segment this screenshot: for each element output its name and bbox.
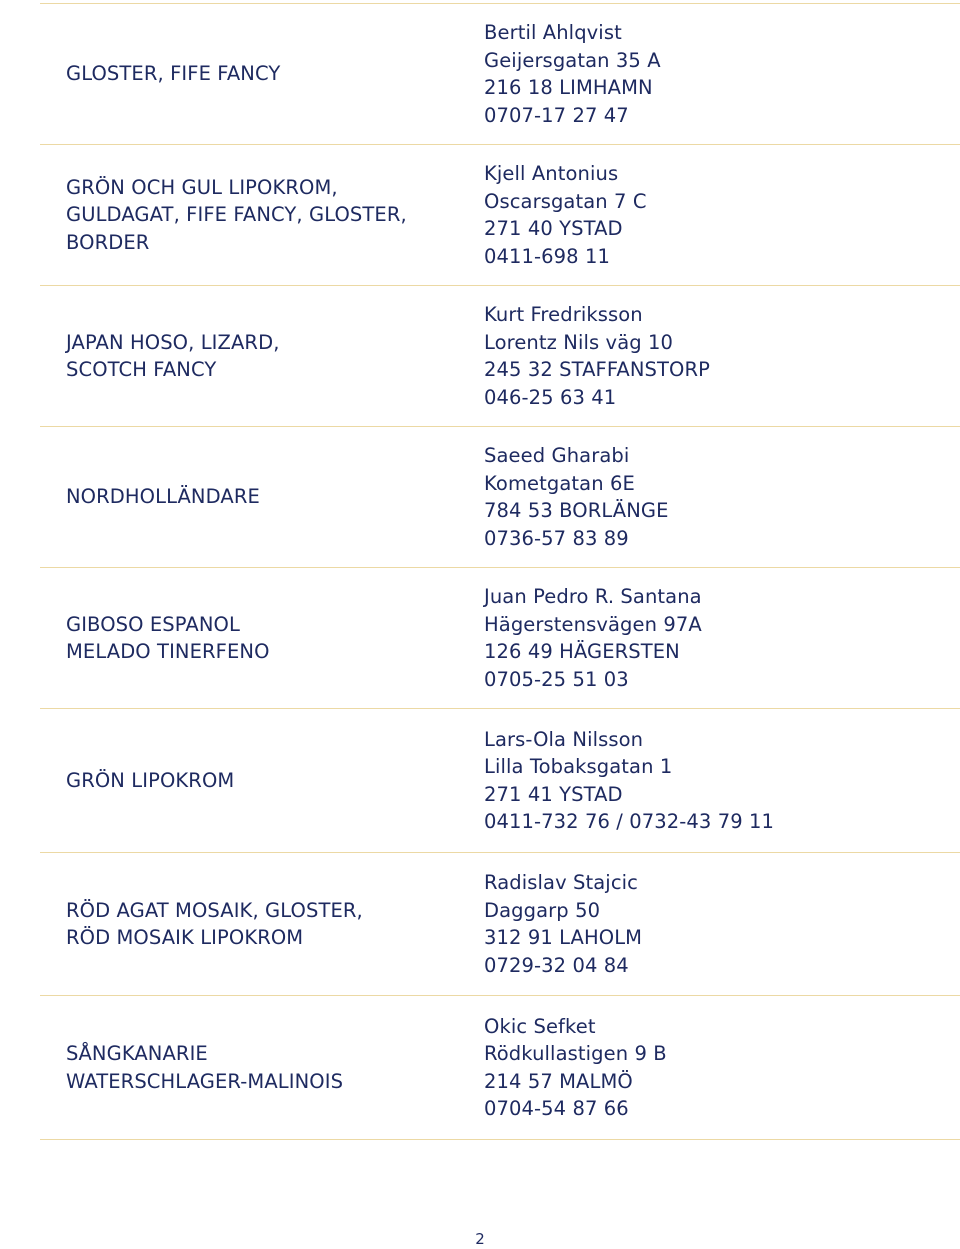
- breed-line: JAPAN HOSO, LIZARD,: [66, 330, 280, 354]
- contact-name: Radislav Stajcic: [484, 871, 638, 894]
- breed-line: GIBOSO ESPANOL: [66, 612, 240, 636]
- contact-street: Oscarsgatan 7 C: [484, 189, 647, 213]
- contact-cell: [484, 709, 774, 852]
- breed-cell: [66, 709, 466, 852]
- contact-street: Hägerstensvägen 97A: [484, 612, 702, 636]
- contact-street: Daggarp 50: [484, 898, 601, 922]
- contact-cell: [484, 427, 669, 567]
- contact-cell: [484, 4, 661, 144]
- breeder-directory: [40, 3, 960, 1140]
- directory-row: [40, 996, 960, 1140]
- contact-name: Bertil Ahlqvist: [484, 21, 622, 44]
- contact-phone: 0705-25 51 03: [484, 667, 629, 691]
- directory-row: [40, 145, 960, 286]
- breed-cell: [66, 853, 466, 995]
- breed-line: GRÖN OCH GUL LIPOKROM,: [66, 175, 338, 199]
- contact-phone: 0411-698 11: [484, 244, 610, 268]
- breed-cell: [66, 427, 466, 567]
- contact-street: Geijersgatan 35 A: [484, 48, 661, 72]
- contact-cell: [484, 286, 710, 426]
- contact-city: 216 18 LIMHAMN: [484, 76, 653, 99]
- contact-phone: 0411-732 76 / 0732-43 79 11: [484, 810, 775, 833]
- contact-city: 214 57 MALMÖ: [484, 1069, 633, 1093]
- contact-city: 784 53 BORLÄNGE: [484, 499, 669, 522]
- breed-line: BORDER: [66, 230, 150, 254]
- contact-cell: [484, 996, 667, 1139]
- breed-line: GRÖN LIPOKROM: [66, 768, 235, 792]
- breed-cell: [66, 145, 466, 285]
- contact-street: Lorentz Nils väg 10: [484, 330, 674, 354]
- breed-line: GLOSTER, FIFE FANCY: [66, 62, 281, 86]
- directory-row: [40, 427, 960, 568]
- breed-cell: [66, 996, 466, 1139]
- breed-cell: [66, 4, 466, 144]
- contact-cell: [484, 853, 642, 995]
- contact-cell: [484, 145, 647, 285]
- contact-phone: 0736-57 83 89: [484, 526, 629, 550]
- contact-name: Kurt Fredriksson: [484, 303, 643, 326]
- breed-line: RÖD MOSAIK LIPOKROM: [66, 926, 304, 949]
- contact-name: Juan Pedro R. Santana: [484, 585, 702, 608]
- contact-name: Okic Sefket: [484, 1014, 596, 1038]
- contact-cell: [484, 568, 702, 708]
- contact-city: 126 49 HÄGERSTEN: [484, 640, 680, 663]
- contact-city: 245 32 STAFFANSTORP: [484, 358, 710, 381]
- directory-row: [40, 853, 960, 996]
- contact-name: Lars-Ola Nilsson: [484, 727, 644, 751]
- contact-name: Saeed Gharabi: [484, 444, 630, 467]
- directory-row: [40, 568, 960, 709]
- contact-name: Kjell Antonius: [484, 162, 619, 185]
- breed-line: NORDHOLLÄNDARE: [66, 485, 260, 509]
- breed-line: MELADO TINERFENO: [66, 640, 270, 663]
- breed-line: GULDAGAT, FIFE FANCY, GLOSTER,: [66, 203, 407, 227]
- directory-row: [40, 3, 960, 145]
- contact-street: Rödkullastigen 9 B: [484, 1042, 667, 1065]
- contact-street: Lilla Tobaksgatan 1: [484, 755, 673, 778]
- contact-phone: 0707-17 27 47: [484, 103, 629, 127]
- page-number: 2: [475, 1230, 485, 1248]
- breed-cell: [66, 568, 466, 708]
- breed-line: SÅNGKANARIE: [66, 1042, 208, 1065]
- directory-row: [40, 709, 960, 853]
- contact-city: 271 41 YSTAD: [484, 782, 623, 806]
- breed-line: WATERSCHLAGER-MALINOIS: [66, 1069, 344, 1093]
- breed-line: SCOTCH FANCY: [66, 358, 217, 381]
- breed-cell: [66, 286, 466, 426]
- contact-city: 312 91 LAHOLM: [484, 926, 643, 949]
- contact-street: Kometgatan 6E: [484, 471, 635, 495]
- breed-line: RÖD AGAT MOSAIK, GLOSTER,: [66, 898, 363, 922]
- contact-city: 271 40 YSTAD: [484, 217, 623, 240]
- contact-phone: 046-25 63 41: [484, 385, 617, 409]
- directory-row: [40, 286, 960, 427]
- contact-phone: 0729-32 04 84: [484, 953, 629, 977]
- contact-phone: 0704-54 87 66: [484, 1097, 629, 1120]
